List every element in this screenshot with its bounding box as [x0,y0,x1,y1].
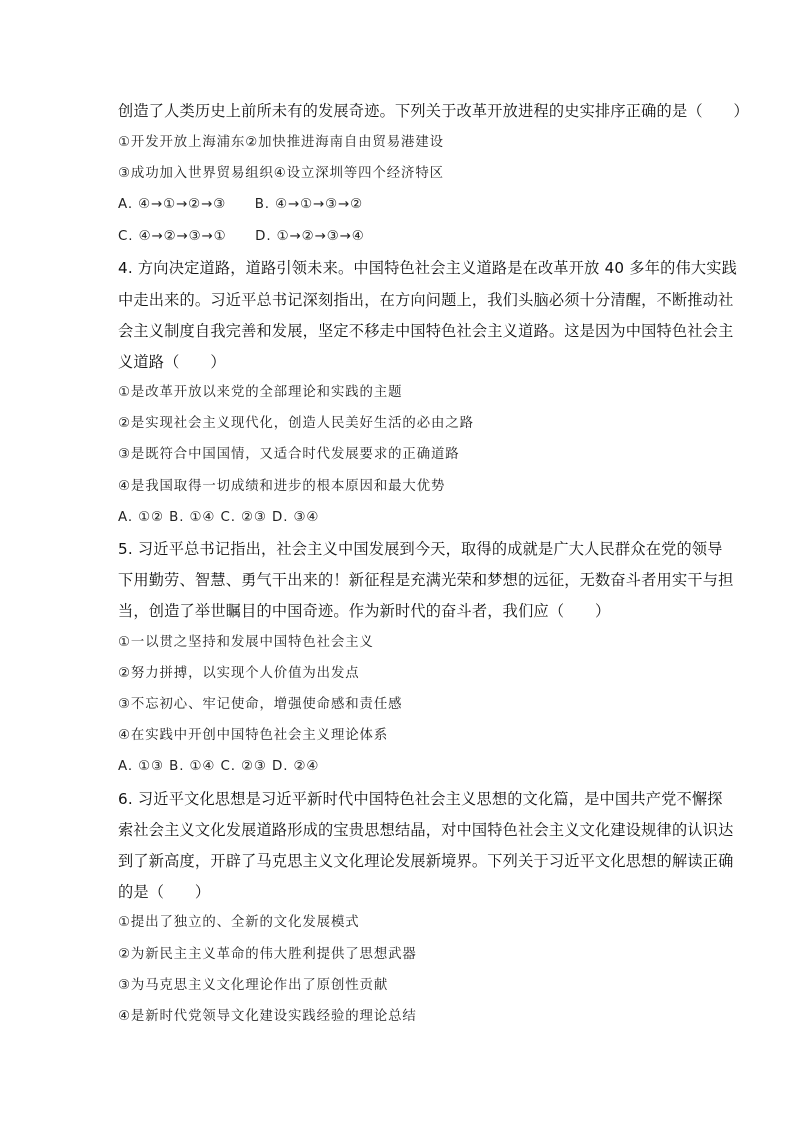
q4-stem-line-4: 义道路（ ） [118,353,226,371]
q4-stem-line-3: 会主义制度自我完善和发展，坚定不移走中国特色社会主义道路。这是因为中国特色社会主 [118,322,734,340]
q6-stem-line-3: 到了新高度，开辟了马克思主义文化理论发展新境界。下列关于习近平文化思想的解读正确 [118,852,734,870]
q5-options: A. ①③ B. ①④ C. ②③ D. ②④ [118,759,320,774]
q6-item-1: ①提出了独立的、全新的文化发展模式 [118,915,360,930]
q4-stem-line-1: 4. 方向决定道路，道路引领未来。中国特色社会主义道路是在改革开放 40 多年的伟大实践 [118,259,738,277]
q6-item-3: ③为马克思主义文化理论作出了原创性贡献 [118,978,389,993]
q4-item-2: ②是实现社会主义现代化，创造人民美好生活的必由之路 [118,416,474,431]
q4-item-1: ①是改革开放以来党的全部理论和实践的主题 [118,385,403,400]
q6-stem-line-2: 索社会主义文化发展道路形成的宝贵思想结晶，对中国特色社会主义文化建设规律的认识达 [118,821,734,839]
q5-item-2: ②努力拼搏，以实现个人价值为出发点 [118,666,360,681]
q3-stem-line-1: 创造了人类历史上前所未有的发展奇迹。下列关于改革开放进程的史实排序正确的是（ ） [118,102,749,120]
q6-stem-line-4: 的是（ ） [118,883,211,901]
q4-stem-line-2: 中走出来的。习近平总书记深刻指出，在方向问题上，我们头脑必须十分清醒，不断推动社 [118,291,734,309]
q3-item-3-4: ③成功加入世界贸易组织④设立深圳等四个经济特区 [118,166,444,181]
q3-options-a-b: A. ④→①→②→③ B. ④→①→③→② [118,197,364,212]
q5-stem-line-2: 下用勤劳、智慧、勇气干出来的！新征程是充满光荣和梦想的远征，无数奋斗者用实干与担 [118,571,734,589]
q5-stem-line-3: 当，创造了举世瞩目的中国奇迹。作为新时代的奋斗者，我们应（ ） [118,602,611,620]
q4-item-4: ④是我国取得一切成绩和进步的根本原因和最大优势 [118,479,446,494]
q5-item-3: ③不忘初心、牢记使命，增强使命感和责任感 [118,697,403,712]
q4-item-3: ③是既符合中国国情，又适合时代发展要求的正确道路 [118,447,460,462]
q3-options-c-d: C. ④→②→③→① D. ①→②→③→④ [118,229,365,244]
q6-item-2: ②为新民主主义革命的伟大胜利提供了思想武器 [118,947,417,962]
q5-item-4: ④在实践中开创中国特色社会主义理论体系 [118,728,389,743]
q6-stem-line-1: 6. 习近平文化思想是习近平新时代中国特色社会主义思想的文化篇，是中国共产党不懈探 [118,790,723,808]
q3-item-1-2: ①开发开放上海浦东②加快推进海南自由贸易港建设 [118,135,444,150]
q5-item-1: ①一以贯之坚持和发展中国特色社会主义 [118,635,374,650]
q6-item-4: ④是新时代党领导文化建设实践经验的理论总结 [118,1009,417,1024]
q4-options: A. ①② B. ①④ C. ②③ D. ③④ [118,510,320,525]
q5-stem-line-1: 5. 习近平总书记指出，社会主义中国发展到今天，取得的成就是广大人民群众在党的领导 [118,540,723,558]
